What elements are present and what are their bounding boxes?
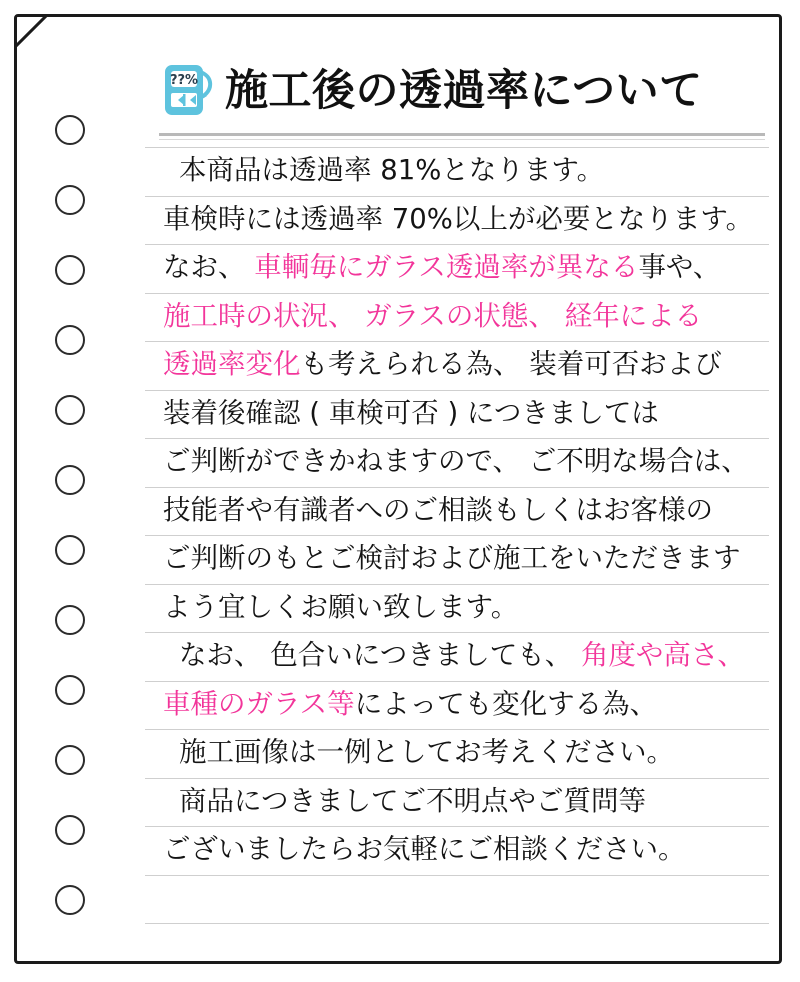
plain-text: 事や、 <box>638 251 721 283</box>
punch-hole <box>55 815 85 845</box>
text-line <box>179 784 765 817</box>
svg-text:??%: ??% <box>169 73 199 88</box>
punch-hole-column <box>17 17 145 961</box>
text-line <box>163 542 765 574</box>
notebook-page <box>14 14 782 964</box>
title-rule <box>159 133 765 136</box>
highlight-text: 透過率変化 <box>163 348 301 380</box>
punch-hole <box>55 115 85 145</box>
text-line <box>163 493 765 526</box>
highlight-text: 車輌毎にガラス透過率が異なる <box>254 251 639 283</box>
plain-text: ございましたらお気軽にご相談ください。 <box>163 833 686 865</box>
punch-hole <box>55 255 85 285</box>
plain-text: ご判断のもとご検討および施工をいただきます <box>163 542 741 574</box>
page-title: 施工後の透過率について <box>225 65 703 116</box>
page-header <box>159 53 765 129</box>
punch-hole <box>55 885 85 915</box>
text-line <box>163 833 765 865</box>
punch-hole <box>55 325 85 355</box>
text-line <box>179 639 765 671</box>
plain-text: よう宜しくお願い致します。 <box>163 590 519 623</box>
text-line <box>163 687 765 720</box>
plain-text: も考えられる為、 装着可否および <box>300 348 722 380</box>
text-line <box>163 299 765 332</box>
punch-hole <box>55 395 85 425</box>
plain-text: 車検時には透過率 70%以上が必要となります。 <box>163 202 754 235</box>
plain-text: 装着後確認 ( 車検可否 ) につきましては <box>163 396 659 429</box>
punch-hole <box>55 185 85 215</box>
punch-hole <box>55 605 85 635</box>
text-line <box>163 445 765 477</box>
plain-text: 本商品は透過率 81%となります。 <box>179 154 605 186</box>
plain-text: なお、 <box>163 251 255 283</box>
plain-text: 商品につきましてご不明点やご質問等 <box>179 784 646 817</box>
punch-hole <box>55 535 85 565</box>
text-line <box>179 154 765 186</box>
punch-hole <box>55 745 85 775</box>
text-line <box>163 348 765 380</box>
text-line <box>163 590 765 623</box>
transparency-meter-icon <box>159 60 221 122</box>
page-content <box>145 17 765 961</box>
highlight-text: 角度や高さ、 <box>580 639 745 671</box>
highlight-text: 車種のガラス等 <box>163 687 355 720</box>
text-line <box>179 736 765 768</box>
plain-text: 施工画像は一例としてお考えください。 <box>179 736 674 768</box>
plain-text: ご判断ができかねますので、 ご不明な場合は、 <box>163 445 749 477</box>
punch-hole <box>55 465 85 495</box>
punch-hole <box>55 675 85 705</box>
plain-text: によっても変化する為、 <box>354 687 658 720</box>
plain-text: 技能者や有識者へのご相談もしくはお客様の <box>163 493 713 526</box>
text-line <box>163 251 765 283</box>
text-line <box>163 396 765 429</box>
highlight-text: 施工時の状況、 ガラスの状態、 経年による <box>163 299 703 332</box>
title-rule-secondary <box>159 139 765 140</box>
text-line <box>163 202 765 235</box>
plain-text: なお、 色合いにつきましても、 <box>179 639 581 671</box>
